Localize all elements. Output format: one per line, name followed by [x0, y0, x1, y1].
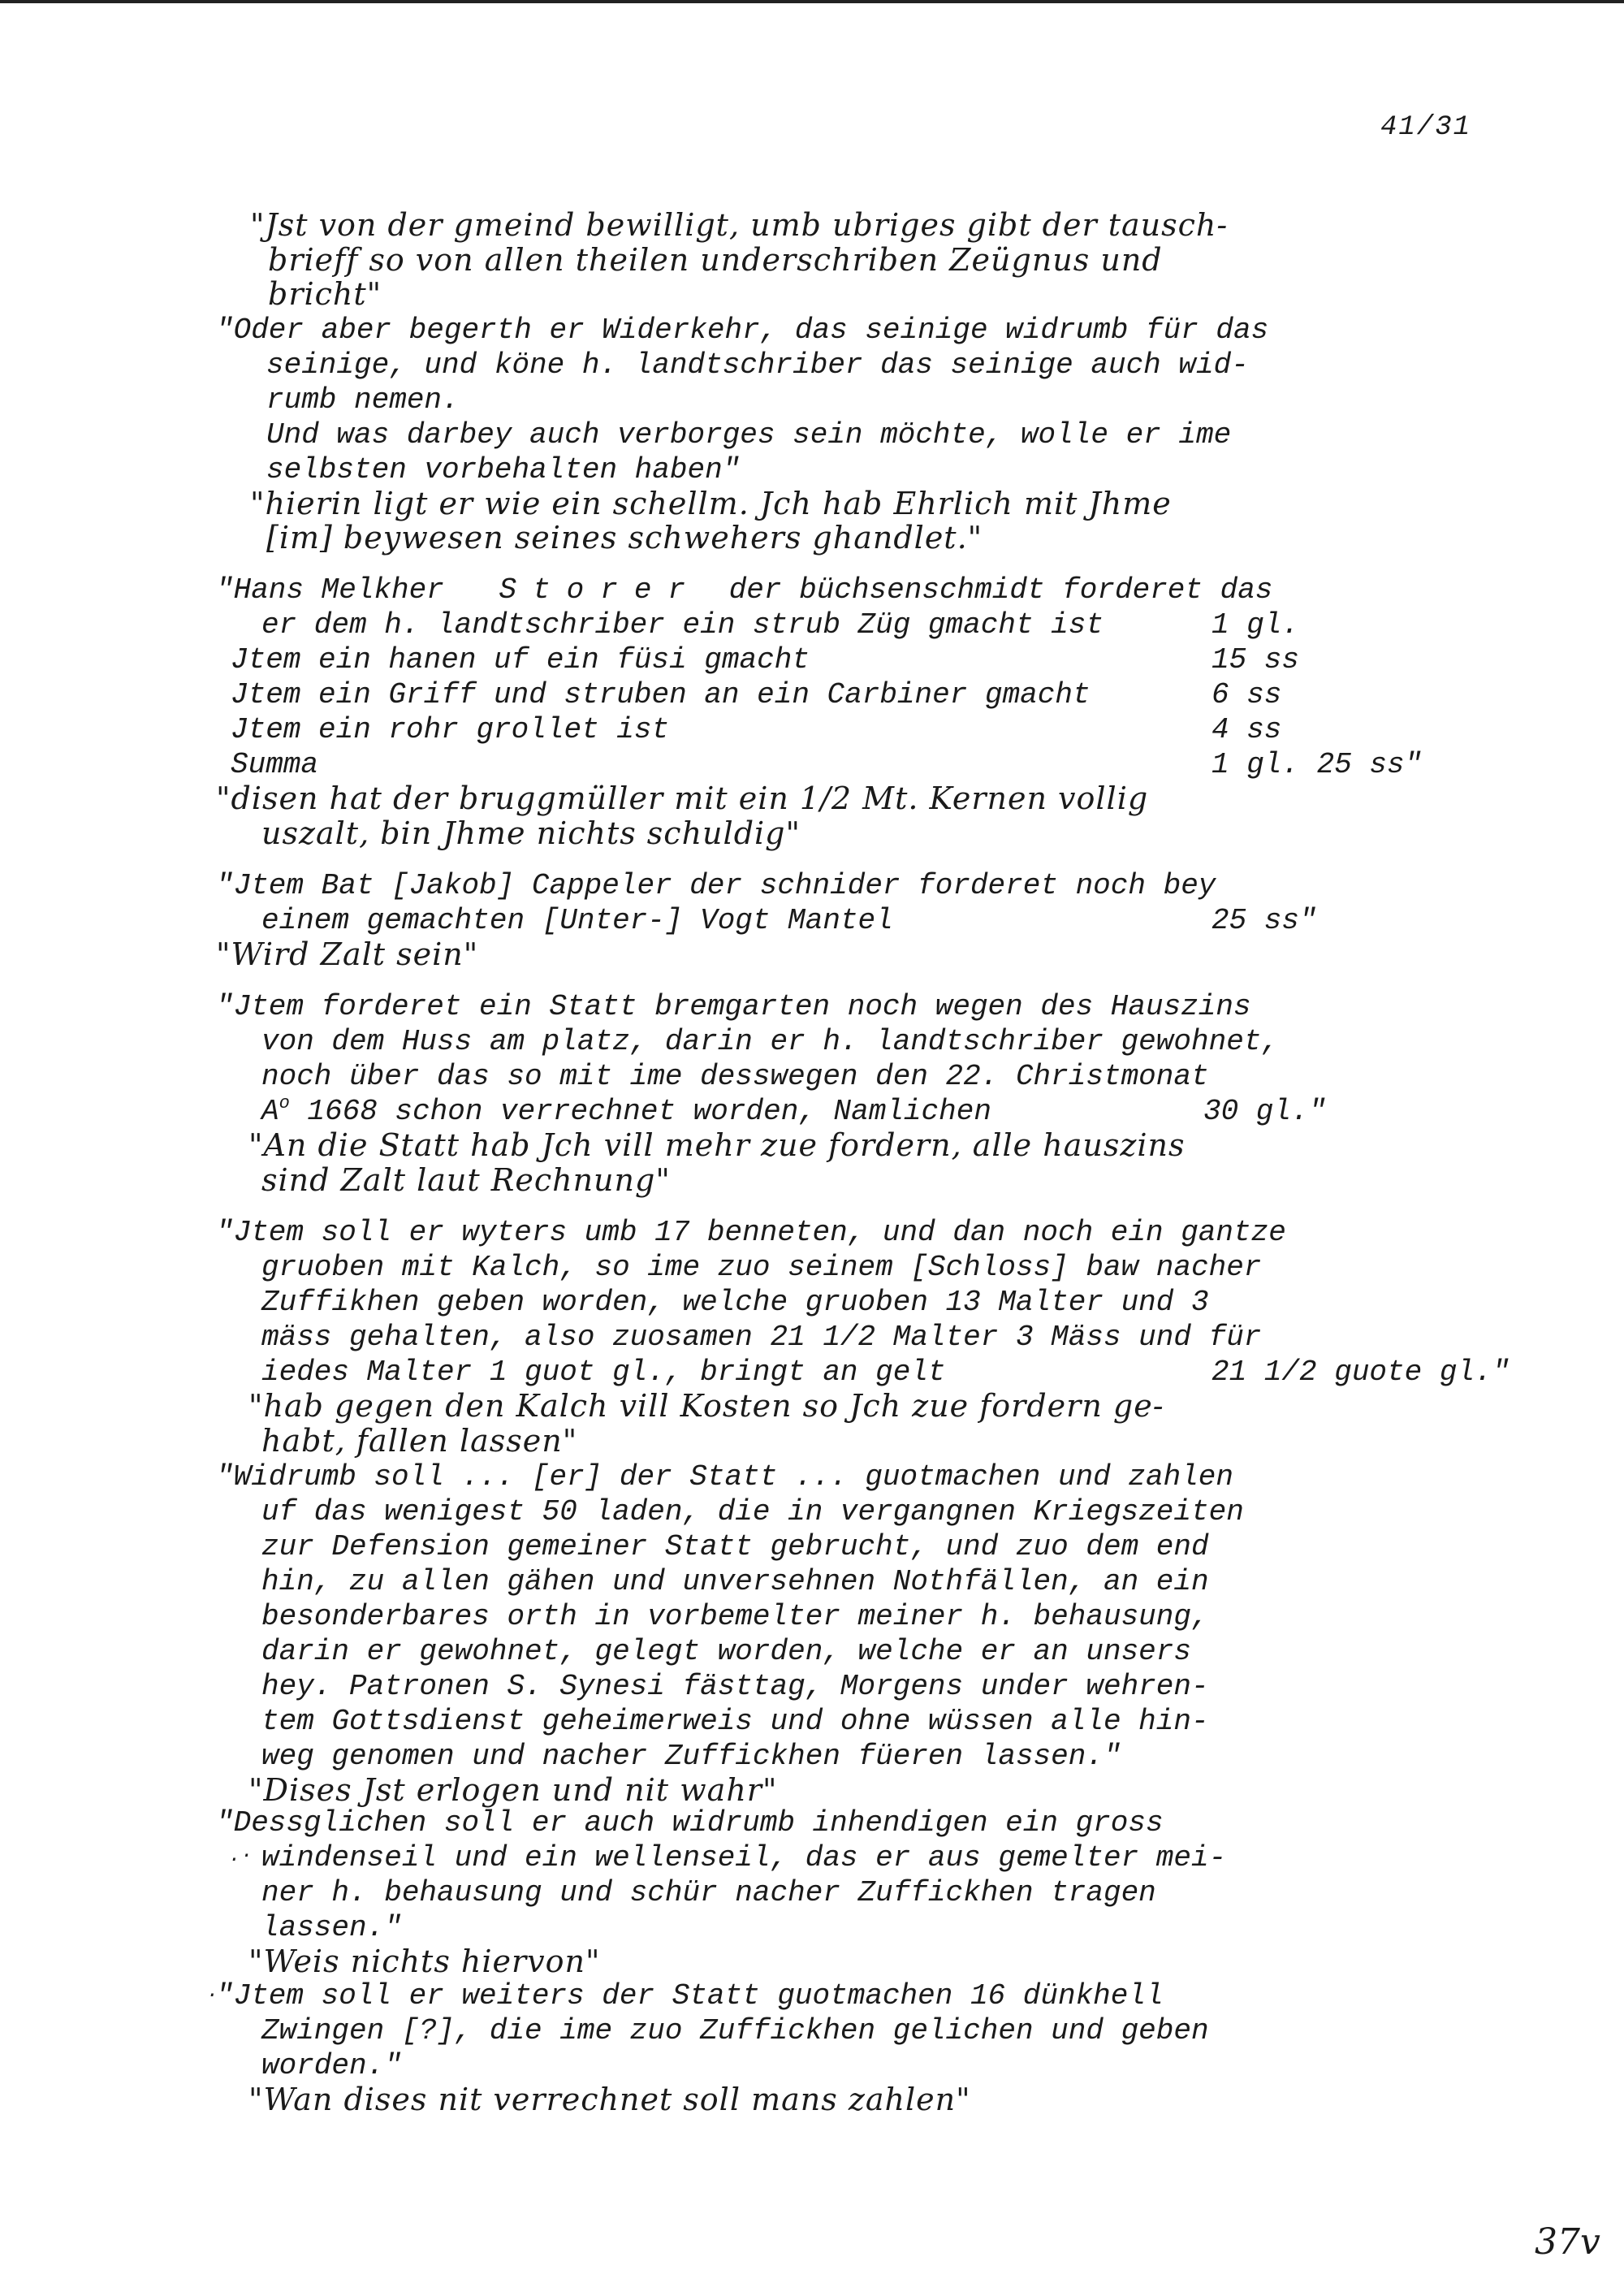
amount: 6 ss — [1212, 678, 1282, 711]
typed-line: ner h. behausung und schür nacher Zuffickhen tragen — [261, 1876, 1156, 1909]
margin-mark: .· — [229, 1845, 253, 1867]
handwritten-reply: [im] beywesen seines schwehers ghandlet." — [266, 520, 983, 556]
typed-line: "Jtem soll er weiters der Statt guotmachen 16 dünkhell — [216, 1979, 1164, 2013]
text-fragment: 1668 schon verrechnet worden, Namlichen — [289, 1095, 991, 1128]
text-fragment: der büchsenschmidt forderet das — [728, 573, 1273, 607]
typed-line — [261, 1093, 991, 1128]
spaced-name: Storer — [499, 573, 702, 607]
amount: 25 ss" — [1212, 904, 1317, 937]
typed-line: Jtem ein hanen uf ein füsi gmacht — [231, 643, 810, 677]
typed-line: Und was darbey auch verborges sein möchte, wolle er ime — [266, 418, 1232, 452]
typed-line: lassen." — [261, 1911, 402, 1944]
handwritten-reply: "Dises Jst erlogen und nit wahr" — [248, 1772, 778, 1808]
typed-line: windenseil und ein wellenseil, das er aus gemelter mei- — [261, 1841, 1227, 1874]
typed-line: er dem h. landtschriber ein strub Züg gmacht ist — [261, 608, 1104, 642]
typed-line: gruoben mit Kalch, so ime zuo seinem [Schloss] baw nacher — [261, 1251, 1262, 1284]
typed-line: Jtem ein Griff und struben an ein Carbiner gmacht — [231, 678, 1091, 711]
handwritten-line: brieff so von allen theilen underschriben Zeügnus und — [268, 242, 1163, 278]
typed-line: darin er gewohnet, gelegt worden, welche er an unsers — [261, 1635, 1191, 1668]
typed-line: "Widrumb soll ... [er] der Statt ... guotmachen und zahlen — [216, 1460, 1234, 1494]
typed-line: noch über das so mit ime desswegen den 22. Christmonat — [261, 1060, 1209, 1093]
handwritten-reply: "An die Statt hab Jch vill mehr zue fordern, alle hauszins — [248, 1127, 1186, 1163]
typed-line: "Jtem soll er wyters umb 17 benneten, und dan noch ein gantze — [216, 1216, 1286, 1249]
amount: 1 gl. — [1212, 608, 1300, 642]
handwritten-reply: sind Zalt laut Rechnung" — [261, 1162, 671, 1198]
typed-line: hey. Patronen S. Synesi fästtag, Morgens under wehren- — [261, 1670, 1209, 1703]
typed-line: worden." — [261, 2049, 402, 2082]
typed-line: "Dessglichen soll er auch widrumb inhendigen ein gross — [216, 1806, 1164, 1840]
handwritten-line: bricht" — [268, 276, 382, 312]
amount: 4 ss — [1212, 713, 1282, 746]
typed-line: Jtem ein rohr grollet ist — [231, 713, 670, 746]
typed-line: rumb nemen. — [266, 383, 460, 417]
typed-line: Summa — [231, 748, 319, 781]
typed-line: besonderbares orth in vorbemelter meiner h. behausung, — [261, 1600, 1209, 1633]
amount-total: 1 gl. 25 ss" — [1212, 748, 1423, 781]
typed-line: mäss gehalten, also zuosamen 21 1/2 Malter 3 Mäss und für — [261, 1321, 1262, 1354]
typed-line — [216, 574, 1272, 607]
typed-line: zur Defension gemeiner Statt gebrucht, und zuo dem end — [261, 1530, 1209, 1563]
handwritten-reply: "Wird Zalt sein" — [216, 936, 479, 972]
handwritten-reply: "Wan dises nit verrechnet soll mans zahlen" — [248, 2082, 971, 2117]
handwritten-reply: habt, fallen lassen" — [261, 1423, 578, 1459]
handwritten-reply: "hierin ligt er wie ein schellm. Jch hab Ehrlich mit Jhme — [250, 486, 1172, 521]
amount: 30 gl." — [1203, 1095, 1327, 1128]
handwritten-reply: "Weis nichts hiervon" — [248, 1944, 601, 1979]
amount: 21 1/2 guote gl." — [1212, 1356, 1510, 1389]
typed-line: weg genomen und nacher Zuffickhen füeren lassen." — [261, 1740, 1121, 1773]
typed-line: iedes Malter 1 guot gl., bringt an gelt — [261, 1356, 946, 1389]
typed-line: seinige, und köne h. landtschriber das seinige auch wid- — [266, 348, 1249, 382]
typed-line: tem Gottsdienst geheimerweis und ohne wüssen alle hin- — [261, 1705, 1209, 1738]
handwritten-reply: uszalt, bin Jhme nichts schuldig" — [261, 815, 801, 851]
margin-mark: · — [206, 1985, 218, 2007]
typed-line: selbsten vorbehalten haben" — [266, 453, 741, 486]
typed-line: Zuffikhen geben worden, welche gruoben 13 Malter und 3 — [261, 1286, 1209, 1319]
text-fragment: "Hans Melkher — [216, 573, 444, 607]
superscript: o — [279, 1093, 290, 1113]
typed-line: von dem Huss am platz, darin er h. landtschriber gewohnet, — [261, 1025, 1280, 1058]
handwritten-line: "Jst von der gmeind bewilligt, umb ubriges gibt der tausch- — [250, 207, 1229, 243]
typed-line: "Jtem forderet ein Statt bremgarten noch wegen des Hauszins — [216, 990, 1251, 1023]
handwritten-reply: "disen hat der bruggmüller mit ein 1/2 Mt. Kernen vollig — [216, 780, 1149, 816]
typed-line: "Oder aber begerth er Widerkehr, das seinige widrumb für das — [216, 313, 1269, 347]
typed-line: Zwingen [?], die ime zuo Zuffickhen gelichen und geben — [261, 2014, 1209, 2047]
typed-line: "Jtem Bat [Jakob] Cappeler der schnider forderet noch bey — [216, 869, 1216, 902]
text-fragment: A — [261, 1095, 279, 1128]
typed-line: hin, zu allen gähen und unversehnen Nothfällen, an ein — [261, 1565, 1209, 1598]
folio-stamp: 37v — [1535, 2221, 1600, 2263]
amount: 15 ss — [1212, 643, 1300, 677]
typed-line: uf das wenigest 50 laden, die in vergangnen Kriegszeiten — [261, 1495, 1244, 1528]
handwritten-reply: "hab gegen den Kalch vill Kosten so Jch zue fordern ge- — [248, 1388, 1164, 1424]
page-number: 41/31 — [1380, 112, 1472, 143]
typed-line: einem gemachten [Unter-] Vogt Mantel — [261, 904, 893, 937]
top-border-line — [0, 0, 1624, 3]
